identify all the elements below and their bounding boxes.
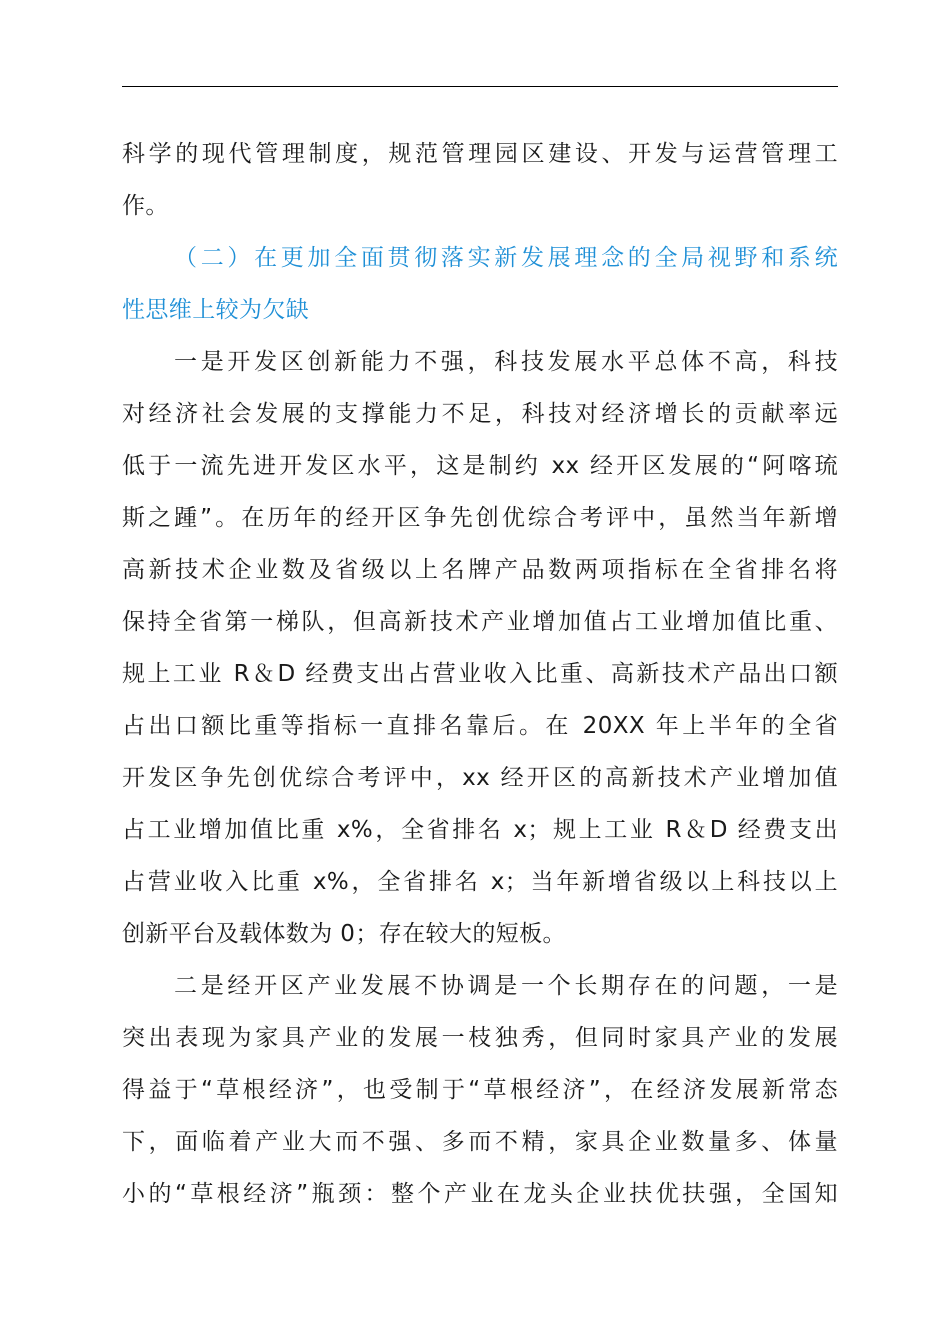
section-heading-line: 性思维上较为欠缺 — [122, 297, 310, 323]
body-line: 作。 — [122, 193, 169, 219]
body-line: 开发区争先创优综合考评中，xx 经开区的高新技术产业增加值 — [122, 765, 838, 791]
body-line: 小的“草根经济”瓶颈：整个产业在龙头企业扶优扶强，全国知 — [122, 1181, 838, 1207]
paragraph-first-line: 一是开发区创新能力不强，科技发展水平总体不高，科技 — [174, 349, 838, 375]
body-line: 占出口额比重等指标一直排名靠后。在 20XX 年上半年的全省 — [122, 713, 838, 739]
body-line: 低于一流先进开发区水平，这是制约 xx 经开区发展的“阿喀琉 — [122, 453, 838, 479]
header-rule — [122, 86, 838, 87]
body-line: 高新技术企业数及省级以上名牌产品数两项指标在全省排名将 — [122, 557, 838, 583]
section-heading-line: （二）在更加全面贯彻落实新发展理念的全局视野和系统 — [174, 245, 838, 271]
body-line: 保持全省第一梯队，但高新技术产业增加值占工业增加值比重、 — [122, 609, 838, 635]
body-line: 下，面临着产业大而不强、多而不精，家具企业数量多、体量 — [122, 1129, 838, 1155]
paragraph-first-line: 二是经开区产业发展不协调是一个长期存在的问题，一是 — [174, 973, 838, 999]
body-line: 科学的现代管理制度，规范管理园区建设、开发与运营管理工 — [122, 141, 838, 167]
body-line: 规上工业 R＆D 经费支出占营业收入比重、高新技术产品出口额 — [122, 661, 838, 687]
body-line: 占营业收入比重 x%，全省排名 x；当年新增省级以上科技以上 — [122, 869, 838, 895]
body-line: 创新平台及载体数为 0；存在较大的短板。 — [122, 921, 566, 947]
body-line: 斯之踵”。在历年的经开区争先创优综合考评中，虽然当年新增 — [122, 505, 838, 531]
body-line: 突出表现为家具产业的发展一枝独秀，但同时家具产业的发展 — [122, 1025, 838, 1051]
body-line: 对经济社会发展的支撑能力不足，科技对经济增长的贡献率远 — [122, 401, 838, 427]
body-line: 得益于“草根经济”，也受制于“草根经济”，在经济发展新常态 — [122, 1077, 838, 1103]
body-line: 占工业增加值比重 x%，全省排名 x；规上工业 R＆D 经费支出 — [122, 817, 838, 843]
